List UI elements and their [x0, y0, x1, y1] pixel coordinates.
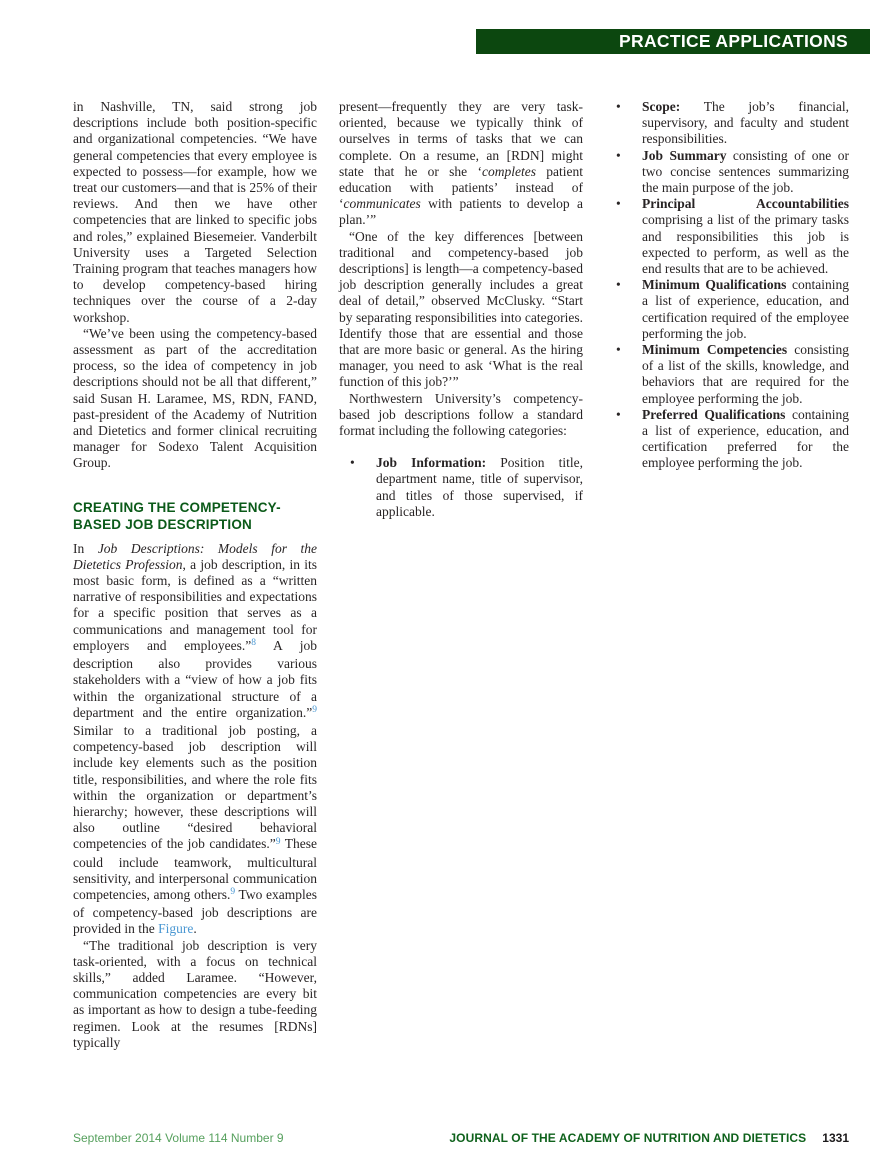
text-segment: Position title, department name, title of supervisor, and titles of those supervised, if applicable.: [376, 455, 583, 519]
text-segment: Scope:: [642, 99, 681, 114]
paragraph: [73, 938, 317, 1051]
paragraph: [339, 391, 583, 440]
paragraph: [73, 326, 317, 472]
text-segment: Job Summary: [642, 147, 727, 163]
text-segment: completes: [481, 163, 536, 179]
banner-label: PRACTICE APPLICATIONS: [619, 31, 848, 51]
bullet-item: [605, 277, 849, 342]
citation-link[interactable]: 8: [251, 638, 257, 649]
bullet-item: [339, 455, 583, 520]
text-segment: “The traditional job description is very task-oriented, with a focus on technical skills,” added Laramee. “However, communication competencies are every bit as important as how to design a tube-feeding regimen. Look at the resumes [RDNs] typically: [73, 937, 317, 1050]
bullet-item: [605, 196, 849, 277]
bullet-icon: •: [616, 342, 621, 358]
text-segment: Similar to a traditional job posting, a competency-based job description will include key elements such as the position title, responsibilities, and where the role fits within the organization or department’s hierarchy; however, these descriptions will also outline “desired behavioral competencies of the job candidates.”: [73, 722, 317, 852]
citation-link[interactable]: 9: [275, 836, 281, 847]
page-footer: [73, 1131, 849, 1145]
issue-info: September 2014 Volume 114 Number 9: [73, 1131, 284, 1145]
bullet-item: [605, 99, 849, 148]
column-3: [605, 99, 849, 472]
text-segment: “We’ve been using the competency-based assessment as part of the accreditation process, so the idea of competency in job descriptions should not be all that different,” said Susan H. Laramee, MS, RDN, FAND, past-president of the Academy of Nutrition and Dietetics and former clinical recruiting manager for Sodexo Talent Acquisition Group.: [73, 325, 317, 471]
text-segment: The job’s financial, supervisory, and faculty and student responsibilities.: [642, 99, 849, 147]
bullet-icon: •: [350, 455, 355, 471]
text-segment: containing a list of experience, education, and certification preferred for the employee performing the job.: [642, 406, 849, 471]
text-segment: Minimum Competencies: [642, 342, 788, 358]
text-segment: Principal Accountabilities: [642, 196, 849, 212]
text-segment: In: [73, 540, 98, 556]
text-segment: Job Information:: [376, 455, 487, 471]
text-segment: Northwestern University’s competency-based job descriptions follow a standard format including the following categories:: [339, 390, 583, 439]
text-segment: Preferred Qualifications: [642, 406, 786, 422]
text-segment: “One of the key differences [between traditional and competency-based job descriptions] is length—a competency-based job description generally includes a great deal of detail,” observed McClusky. “Start by separating responsibilities into categories. Identify those that are essential and those that are more basic or general. As the hiring manager, you need to ask ‘What is the real function of this job?’”: [339, 228, 583, 390]
citation-link[interactable]: 9: [230, 887, 236, 898]
text-segment: consisting of a list of the skills, knowledge, and behaviors that are required for the employee performing the job.: [642, 342, 849, 406]
text-segment: , a job description, in its most basic form, is defined as a “written narrative of responsibilities and expectations for a specific position that serves as a communications and management tool for employers and employees.”: [73, 556, 318, 653]
figure-link[interactable]: Figure: [158, 921, 194, 937]
bullet-item: [605, 342, 849, 407]
paragraph: [339, 229, 583, 391]
bullet-item: [605, 148, 849, 197]
journal-name: JOURNAL OF THE ACADEMY OF NUTRITION AND DIETETICS: [449, 1131, 807, 1145]
text-segment: consisting of one or two concise sentences summarizing the main purpose of the job.: [642, 147, 849, 196]
citation-link[interactable]: 9: [312, 705, 317, 716]
text-segment: in Nashville, TN, said strong job descriptions include both position-specific and organizational competencies. “We have general competencies that every employee is expected to possess—for example, how we treat our customers—and that is 25% of their reviews. And then we have other competencies that are linked to specific jobs and roles,” explained Biesemeier. Vanderbilt University uses a Targeted Selection Training program that teaches managers how to develop competency-based hiring techniques over the course of a 2-day workshop.: [73, 99, 317, 325]
bullet-icon: •: [616, 277, 621, 293]
bullet-item: [605, 407, 849, 472]
text-segment: communicates: [343, 196, 421, 212]
text-segment: .: [193, 921, 197, 937]
column-1: [73, 99, 317, 1051]
article-columns: [73, 99, 849, 1051]
text-segment: A job description also provides various stakeholders with a “view of how a job fits within the organizational structure of a department and the entire organization.”: [73, 637, 317, 720]
text-segment: Minimum Qualifications: [642, 277, 787, 293]
bullet-icon: •: [616, 99, 621, 114]
paragraph: [73, 541, 317, 938]
paragraph: [339, 99, 583, 229]
text-segment: with patients to develop a plan.’”: [339, 196, 583, 228]
column-2: [339, 99, 583, 520]
section-heading: CREATING THE COMPETENCY-BASED JOB DESCRIPTION: [73, 499, 281, 533]
text-segment: present—frequently they are very task-oriented, because we typically think of ourselves in terms of tasks that we can complete. On a resume, an [RDN] might state that he or she ‘: [339, 99, 583, 179]
footer-right: [449, 1131, 849, 1145]
text-segment: Job Descriptions: Models for the Dietetics Profession: [73, 540, 317, 572]
bullet-icon: •: [616, 196, 621, 212]
page-number: 1331: [822, 1131, 849, 1145]
text-segment: comprising a list of the primary tasks and responsibilities this job is expected to perform, as well as the end results that are to be achieved.: [642, 212, 849, 277]
text-segment: Two examples of competency-based job descriptions are provided in the: [73, 886, 317, 937]
practice-applications-banner: [476, 29, 870, 54]
text-segment: containing a list of experience, education, and certification required of the employee performing the job.: [642, 277, 849, 341]
bullet-icon: •: [616, 147, 621, 163]
text-segment: patient education with patients’ instead of ‘: [339, 163, 583, 212]
paragraph: [73, 99, 317, 326]
text-segment: These could include teamwork, multicultural sensitivity, and interpersonal communication competencies, among others.: [73, 836, 317, 902]
bullet-icon: •: [616, 406, 621, 422]
